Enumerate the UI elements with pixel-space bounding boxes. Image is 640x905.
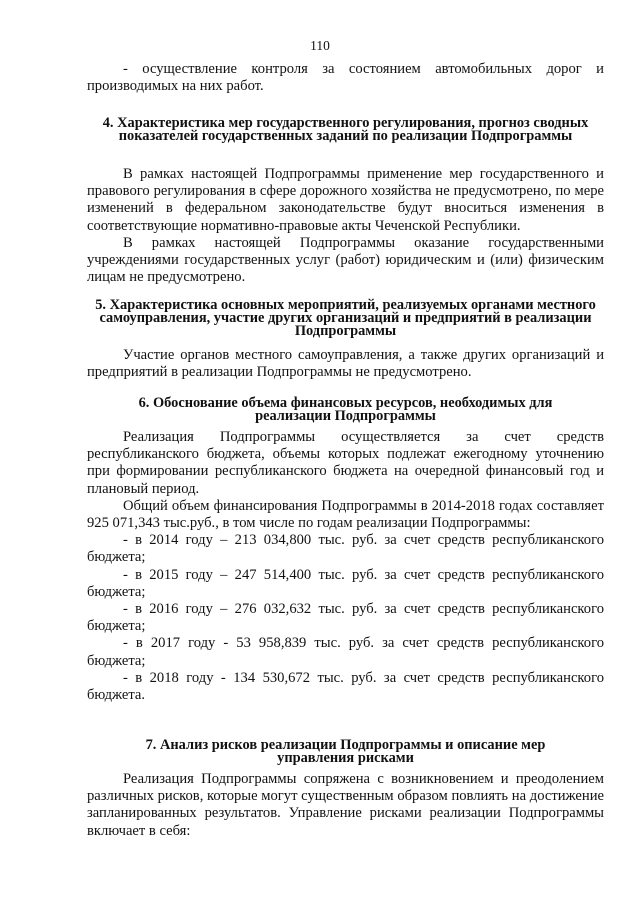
section-5-heading: 5. Характеристика основных мероприятий, реализуемых органами местного самоуправления, участие других организаций и предприятий в реализации Подпрограммы <box>95 297 596 340</box>
section-4-paragraph: В рамках настоящей Подпрограммы применение мер государственного и правового регулирования в сфере дорожного хозяйства не предусмотрено, по мере изменений в федеральном законодательстве будут вноситься изменения в соответствующие нормативно-правовые акты Чеченской Республики. <box>87 166 604 234</box>
intro-block <box>87 61 604 95</box>
section-4-paragraph: В рамках настоящей Подпрограммы оказание государственными учреждениями государственных услуг (работ) юридическим и (или) физическим лицам не предусмотрено. <box>87 234 604 286</box>
section-7-heading: 7. Анализ рисков реализации Подпрограммы и описание мер управления рисками <box>145 737 546 767</box>
section-6-heading: 6. Обоснование объема финансовых ресурсов, необходимых для реализации Подпрограммы <box>138 395 553 425</box>
section-5-heading-block <box>87 299 604 339</box>
section-6-heading-block <box>87 397 604 423</box>
funding-item: - в 2014 году – 213 034,800 тыс. руб. за счет средств республиканского бюджета; <box>87 532 604 566</box>
funding-item: - в 2015 году – 247 514,400 тыс. руб. за счет средств республиканского бюджета; <box>87 566 604 600</box>
section-6-paragraph: Общий объем финансирования Подпрограммы в 2014-2018 годах составляет 925 071,343 тыс.руб., в том числе по годам реализации Подпрограммы: <box>87 497 604 532</box>
page-number: 110 <box>310 38 330 53</box>
section-6-paragraph: Реализация Подпрограммы осуществляется за счет средств республиканского бюджета, объемы которых подлежат ежегодному уточнению при формировании республиканского бюджета на очередной финансовый год и плановый период. <box>87 429 604 497</box>
funding-item: - в 2018 году - 134 530,672 тыс. руб. за счет средств республиканского бюджета. <box>87 669 604 704</box>
intro-paragraph: - осуществление контроля за состоянием автомобильных дорог и производимых на них работ. <box>87 61 604 95</box>
section-7-body <box>87 771 604 840</box>
section-5-body <box>87 347 604 381</box>
section-5-paragraph: Участие органов местного самоуправления, а также других организаций и предприятий в реализации Подпрограммы не предусмотрено. <box>87 347 604 381</box>
section-4-heading: 4. Характеристика мер государственного регулирования, прогноз сводных показателей государственных заданий по реализации Подпрограммы <box>102 115 589 145</box>
section-4-heading-block <box>87 117 604 143</box>
funding-item: - в 2017 году - 53 958,839 тыс. руб. за счет средств республиканского бюджета; <box>87 635 604 669</box>
section-7-heading-block <box>87 739 604 765</box>
section-4-body <box>87 166 604 286</box>
funding-item: - в 2016 году – 276 032,632 тыс. руб. за счет средств республиканского бюджета; <box>87 601 604 635</box>
section-6-body <box>87 429 604 704</box>
section-7-paragraph: Реализация Подпрограммы сопряжена с возникновением и преодолением различных рисков, которые могут существенным образом повлиять на достижение запланированных результатов. Управление рисками реализации Подпрограммы включает в себя: <box>87 771 604 839</box>
